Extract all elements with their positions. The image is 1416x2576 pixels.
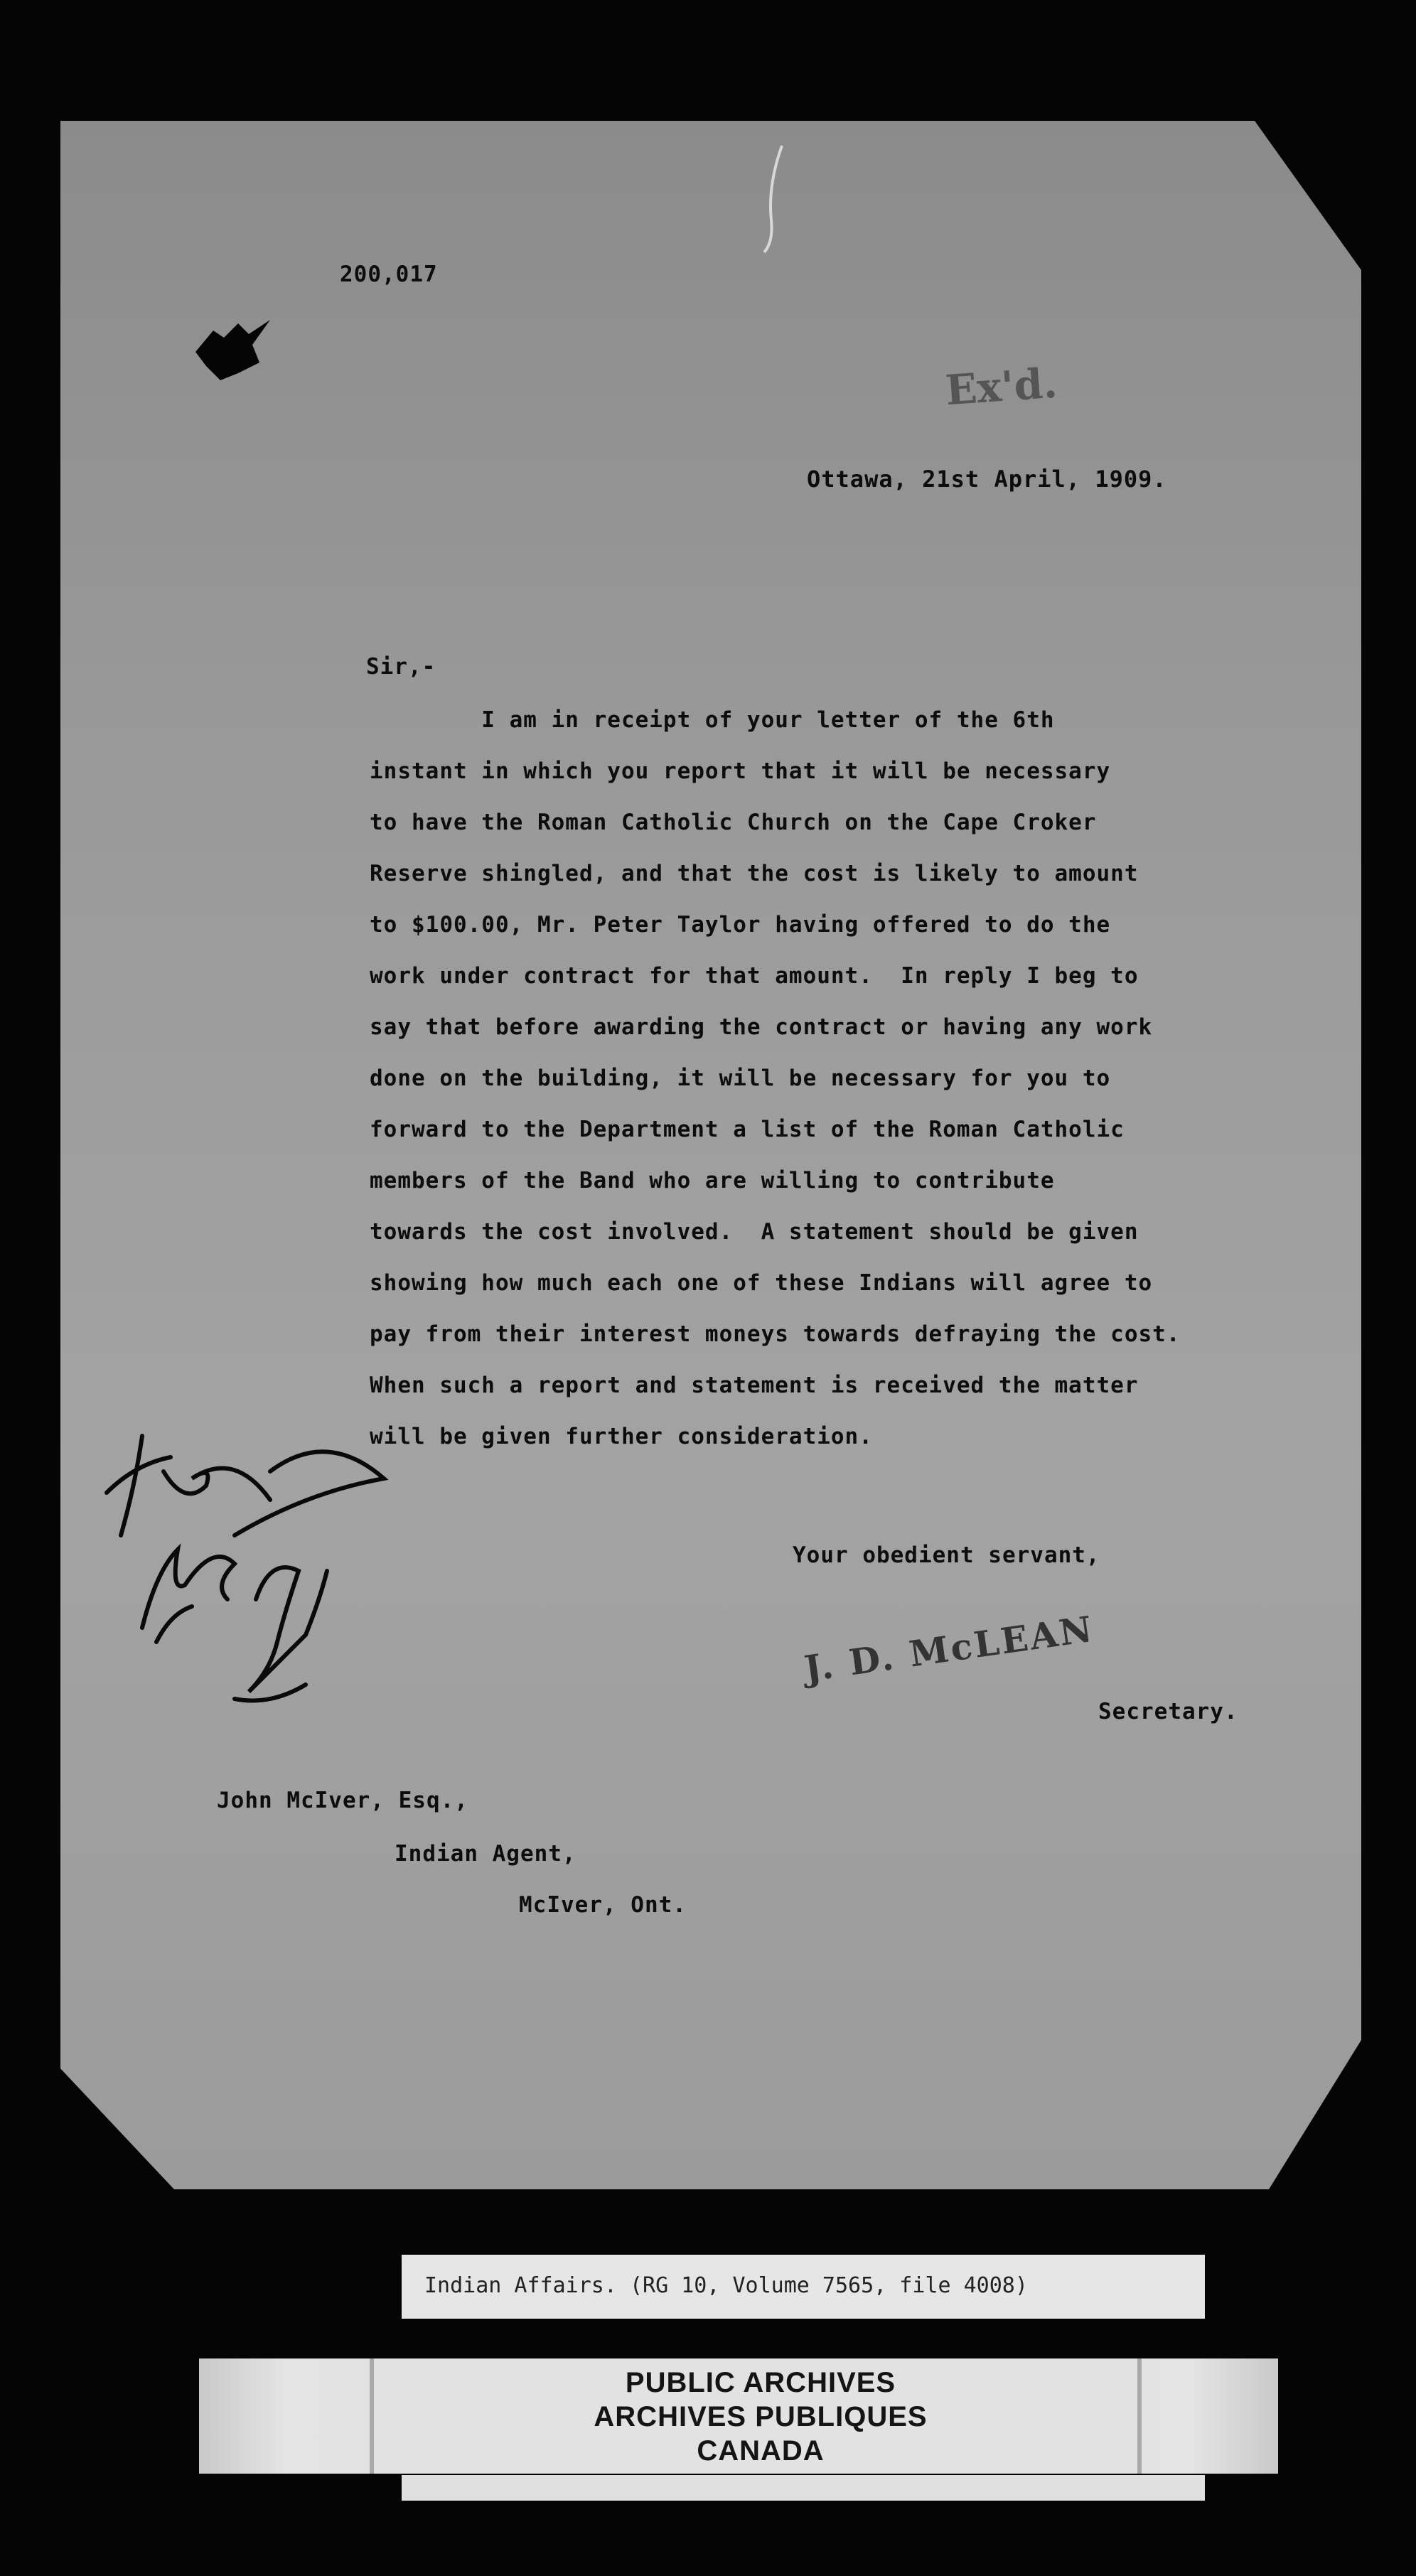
body-line: I am in receipt of your letter of the 6th — [370, 707, 1055, 733]
body-line: showing how much each one of these Indians will agree to — [370, 1270, 1153, 1296]
addressee-title: Indian Agent, — [395, 1841, 576, 1867]
body-line: members of the Band who are willing to contribute — [370, 1168, 1055, 1193]
salutation: Sir,- — [366, 654, 436, 680]
archive-stamp-line: ARCHIVES PUBLIQUES — [594, 2401, 928, 2432]
body-line: forward to the Department a list of the Roman Catholic — [370, 1117, 1125, 1142]
handwritten-initials-icon — [92, 1400, 405, 1727]
archive-stamp-line: PUBLIC ARCHIVES — [625, 2367, 896, 2398]
body-line: to $100.00, Mr. Peter Taylor having offered to do the — [370, 912, 1111, 938]
file-number: 200,017 — [340, 262, 438, 287]
body-line: to have the Roman Catholic Church on the Cape Croker — [370, 810, 1097, 835]
addressee-name: John McIver, Esq., — [217, 1788, 468, 1813]
stamp-divider — [1137, 2358, 1142, 2474]
body-line: pay from their interest moneys towards defraying the cost. — [370, 1321, 1181, 1347]
signatory-title: Secretary. — [1098, 1699, 1238, 1724]
body-line: towards the cost involved. A statement should be given — [370, 1219, 1139, 1245]
addressee-location: McIver, Ont. — [519, 1892, 687, 1918]
body-line: say that before awarding the contract or having any work — [370, 1014, 1153, 1040]
body-line: work under contract for that amount. In reply I beg to — [370, 963, 1139, 989]
stamp-divider — [370, 2358, 374, 2474]
label-strip — [402, 2475, 1205, 2501]
dateline: Ottawa, 21st April, 1909. — [807, 466, 1167, 493]
body-line: instant in which you report that it will be necessary — [370, 758, 1111, 784]
body-line: When such a report and statement is received the matter — [370, 1373, 1139, 1398]
body-line: done on the building, it will be necessary for you to — [370, 1066, 1111, 1091]
examined-stamp: Ex'd. — [943, 358, 1059, 415]
complimentary-close: Your obedient servant, — [793, 1542, 1100, 1568]
letter-page — [60, 121, 1361, 2189]
archive-citation-card — [402, 2255, 1205, 2319]
scratch-mark-icon — [753, 142, 796, 256]
archive-stamp-line: CANADA — [697, 2435, 825, 2467]
body-line: will be given further consideration. — [370, 1424, 873, 1449]
punch-hole-icon — [181, 295, 281, 402]
signature-stamp: J. D. McLEAN — [801, 1607, 1097, 1690]
archive-citation: Indian Affairs. (RG 10, Volume 7565, file 4008) — [424, 2273, 1028, 2298]
body-line: Reserve shingled, and that the cost is likely to amount — [370, 861, 1139, 886]
